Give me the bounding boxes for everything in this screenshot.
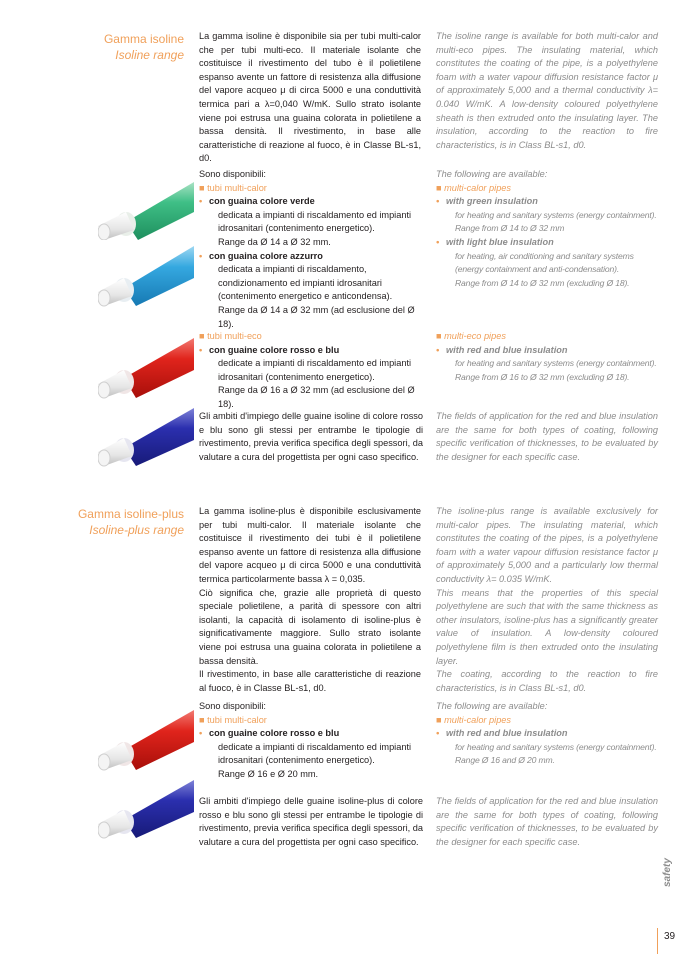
isoline-plus-note-en: The fields of application for the red and blue insulation are the same for both types of coating, following specific verification of thicknesses, to be evaluated by the designer for each specific case. bbox=[436, 796, 658, 847]
list-item: • con guaine colore rosso e blu bbox=[199, 727, 423, 741]
isoline-intro-it: La gamma isoline è disponibile sia per tubi multi-calor che per tubi multi-eco. Il materiale isolante che costituisce il rivestimento del tubo è il polietilene espanso avente un fattore di resistenza alla diffusione del vapore acqueo μ di circa 5000 e una conduttività termica pari a λ=0,040 W/mK. Sullo strato isolante viene poi estrusa una guaina colorata in polietilene a bassa densità. Il rivestimento, in base alle caratteristiche di reazione al fuoco, è in Classe BL-s1, d0. bbox=[199, 31, 421, 164]
isoline-plus-available-it: Sono disponibili: ■ tubi multi-calor • con guaine colore rosso e blu dedicate a impianti di riscaldamento ed impianti idrosanitari (contenimento energetico). Range Ø 16 e Ø 20 mm. bbox=[199, 700, 423, 782]
pipe-photo-darkblue-plus bbox=[98, 776, 194, 842]
section-title-it: Gamma isoline-plus bbox=[77, 507, 184, 521]
list-item: • with green insulation bbox=[436, 195, 658, 209]
isoline-available-en: The following are available: ■ multi-calor pipes • with green insulation for heating and sanitary systems (energy containment). Range from Ø 14 to Ø 32 mm • with light blue insulation for heating, air conditioning and sanitary systems (energy containment and anti-condensation). Range from Ø 14 to Ø 32 mm (excluding Ø 18). bbox=[436, 168, 658, 290]
list-item: • con guaina colore azzurro bbox=[199, 250, 423, 264]
isoline-plus-available-en: The following are available: ■ multi-calor pipes • with red and blue insulation for heating and sanitary systems (energy containment). Range Ø 16 and Ø 20 mm. bbox=[436, 700, 658, 768]
pipe-photo-lightblue bbox=[98, 240, 194, 310]
section-title-en: Isoline range bbox=[115, 48, 184, 62]
isoline-eco-it: ■ tubi multi-eco • con guaine colore rosso e blu dedicate a impianti di riscaldamento ed impianti idrosanitari (contenimento energetico). Range da Ø 16 a Ø 32 mm (ad esclusione del Ø 18). bbox=[199, 330, 423, 412]
list-item: • con guaina colore verde bbox=[199, 195, 423, 209]
isoline-intro-en: The isoline range is available for both multi-calor and multi-eco pipes. The insulating material, which constitutes the coating of the pipe, is a polyethylene foam with a water vapour diffusion resistance factor μ of approximately 5,000 and a thermal conductivity λ= 0.040 W/mK. A low-density coloured polyethylene sheath is then extruded onto the insulating layer. The insulation, according to the reaction to fire characteristics, is in Class BL-s1, d0. bbox=[436, 31, 658, 150]
pipe-photo-red bbox=[98, 334, 194, 404]
bullet-square-icon: ■ bbox=[199, 182, 205, 193]
list-item: • with red and blue insulation bbox=[436, 727, 658, 741]
isoline-plus-intro-en: The isoline-plus range is available exclusively for multi-calor pipes. The insulating material, which constitutes the coating of the pipes, is a polyethylene foam with a water vapour diffusion resistance factor μ of approximately 5,000 and a particularly low thermal conductivity λ= 0.035 W/mK. This means that the properties of this special polyethylene are such that with the same thickness as other insulators, isoline-plus has a significantly greater value of insulation. A low-density coloured polyethylene film is then extruded onto the insulating layer. The coating, according to the reaction to fire characteristics, is in Class BL-s1, d0. bbox=[436, 506, 658, 693]
pipe-photo-red-plus bbox=[98, 706, 194, 776]
bullet-square-icon: ■ bbox=[199, 714, 205, 725]
isoline-eco-en: ■ multi-eco pipes • with red and blue insulation for heating and sanitary systems (energy containment). Range from Ø 16 to Ø 32 mm (excluding Ø 18). bbox=[436, 330, 658, 384]
list-item: • with red and blue insulation bbox=[436, 344, 658, 358]
isoline-note-it: Gli ambiti d'impiego delle guaine isoline di colore rosso e blu sono gli stessi per entrambe le tipologie di rivestimento, previa verifica specifica degli spessori, da valutare a cura del progettista per ogni caso specifico. bbox=[199, 411, 423, 462]
brand-label: safety bbox=[662, 858, 673, 887]
page-number: 39 bbox=[664, 931, 676, 942]
bullet-square-icon: ■ bbox=[436, 331, 442, 341]
pipe-photo-green bbox=[98, 172, 194, 240]
isoline-plus-note-it: Gli ambiti d'impiego delle guaine isoline-plus di colore rosso e blu sono gli stessi per entrambe le tipologie di rivestimento, previa verifica specifica degli spessori, da valutare a cura del progettista per ogni caso specifico. bbox=[199, 796, 423, 847]
bullet-square-icon: ■ bbox=[436, 182, 442, 193]
pipe-photo-darkblue bbox=[98, 404, 194, 470]
section-title-isoline bbox=[60, 31, 184, 67]
section-title-it: Gamma isoline bbox=[103, 32, 184, 46]
bullet-square-icon: ■ bbox=[436, 714, 442, 725]
list-item: • con guaine colore rosso e blu bbox=[199, 344, 423, 358]
isoline-plus-intro-it: La gamma isoline-plus è disponibile esclusivamente per tubi multi-calor. Il materiale isolante che costituisce il rivestimento dei tubi è il polietilene espanso avente un fattore di resistenza alla diffusione del vapore acqueo μ di circa 5000 e una conduttività termica particolarmente bassa λ = 0,035. Ciò significa che, grazie alle proprietà di questo speciale polietilene, a parità di spessore con altri isolanti, la capacità di isolamento di isoline-plus è significativamente maggiore. Sullo strato isolante viene poi estrusa una guaina colorata in polietilene a bassa densità. Il rivestimento, in base alle caratteristiche di reazione al fuoco, è in Classe BL-s1, d0. bbox=[199, 506, 421, 693]
page-number-rule bbox=[657, 928, 658, 954]
isoline-note-en: The fields of application for the red and blue insulation are the same for both types of coating, following specific verification of thicknesses, to be evaluated by the designer for each specific case. bbox=[436, 411, 658, 462]
isoline-available-it: Sono disponibili: ■ tubi multi-calor • con guaina colore verde dedicata a impianti di riscaldamento ed impianti idrosanitari (contenimento energetico). Range da Ø 14 a Ø 32 mm. • con guaina colore azzurro dedicata a impianti di riscaldamento, condizionamento ed impianti idrosanitari (contenimento energetico e anticondensa). Range da Ø 14 a Ø 32 mm (ad esclusione del Ø 18). bbox=[199, 168, 423, 331]
bullet-square-icon: ■ bbox=[199, 331, 205, 341]
section-title-en: Isoline-plus range bbox=[89, 523, 184, 537]
section-title-isoline-plus bbox=[50, 506, 184, 542]
list-item: • with light blue insulation bbox=[436, 236, 658, 250]
